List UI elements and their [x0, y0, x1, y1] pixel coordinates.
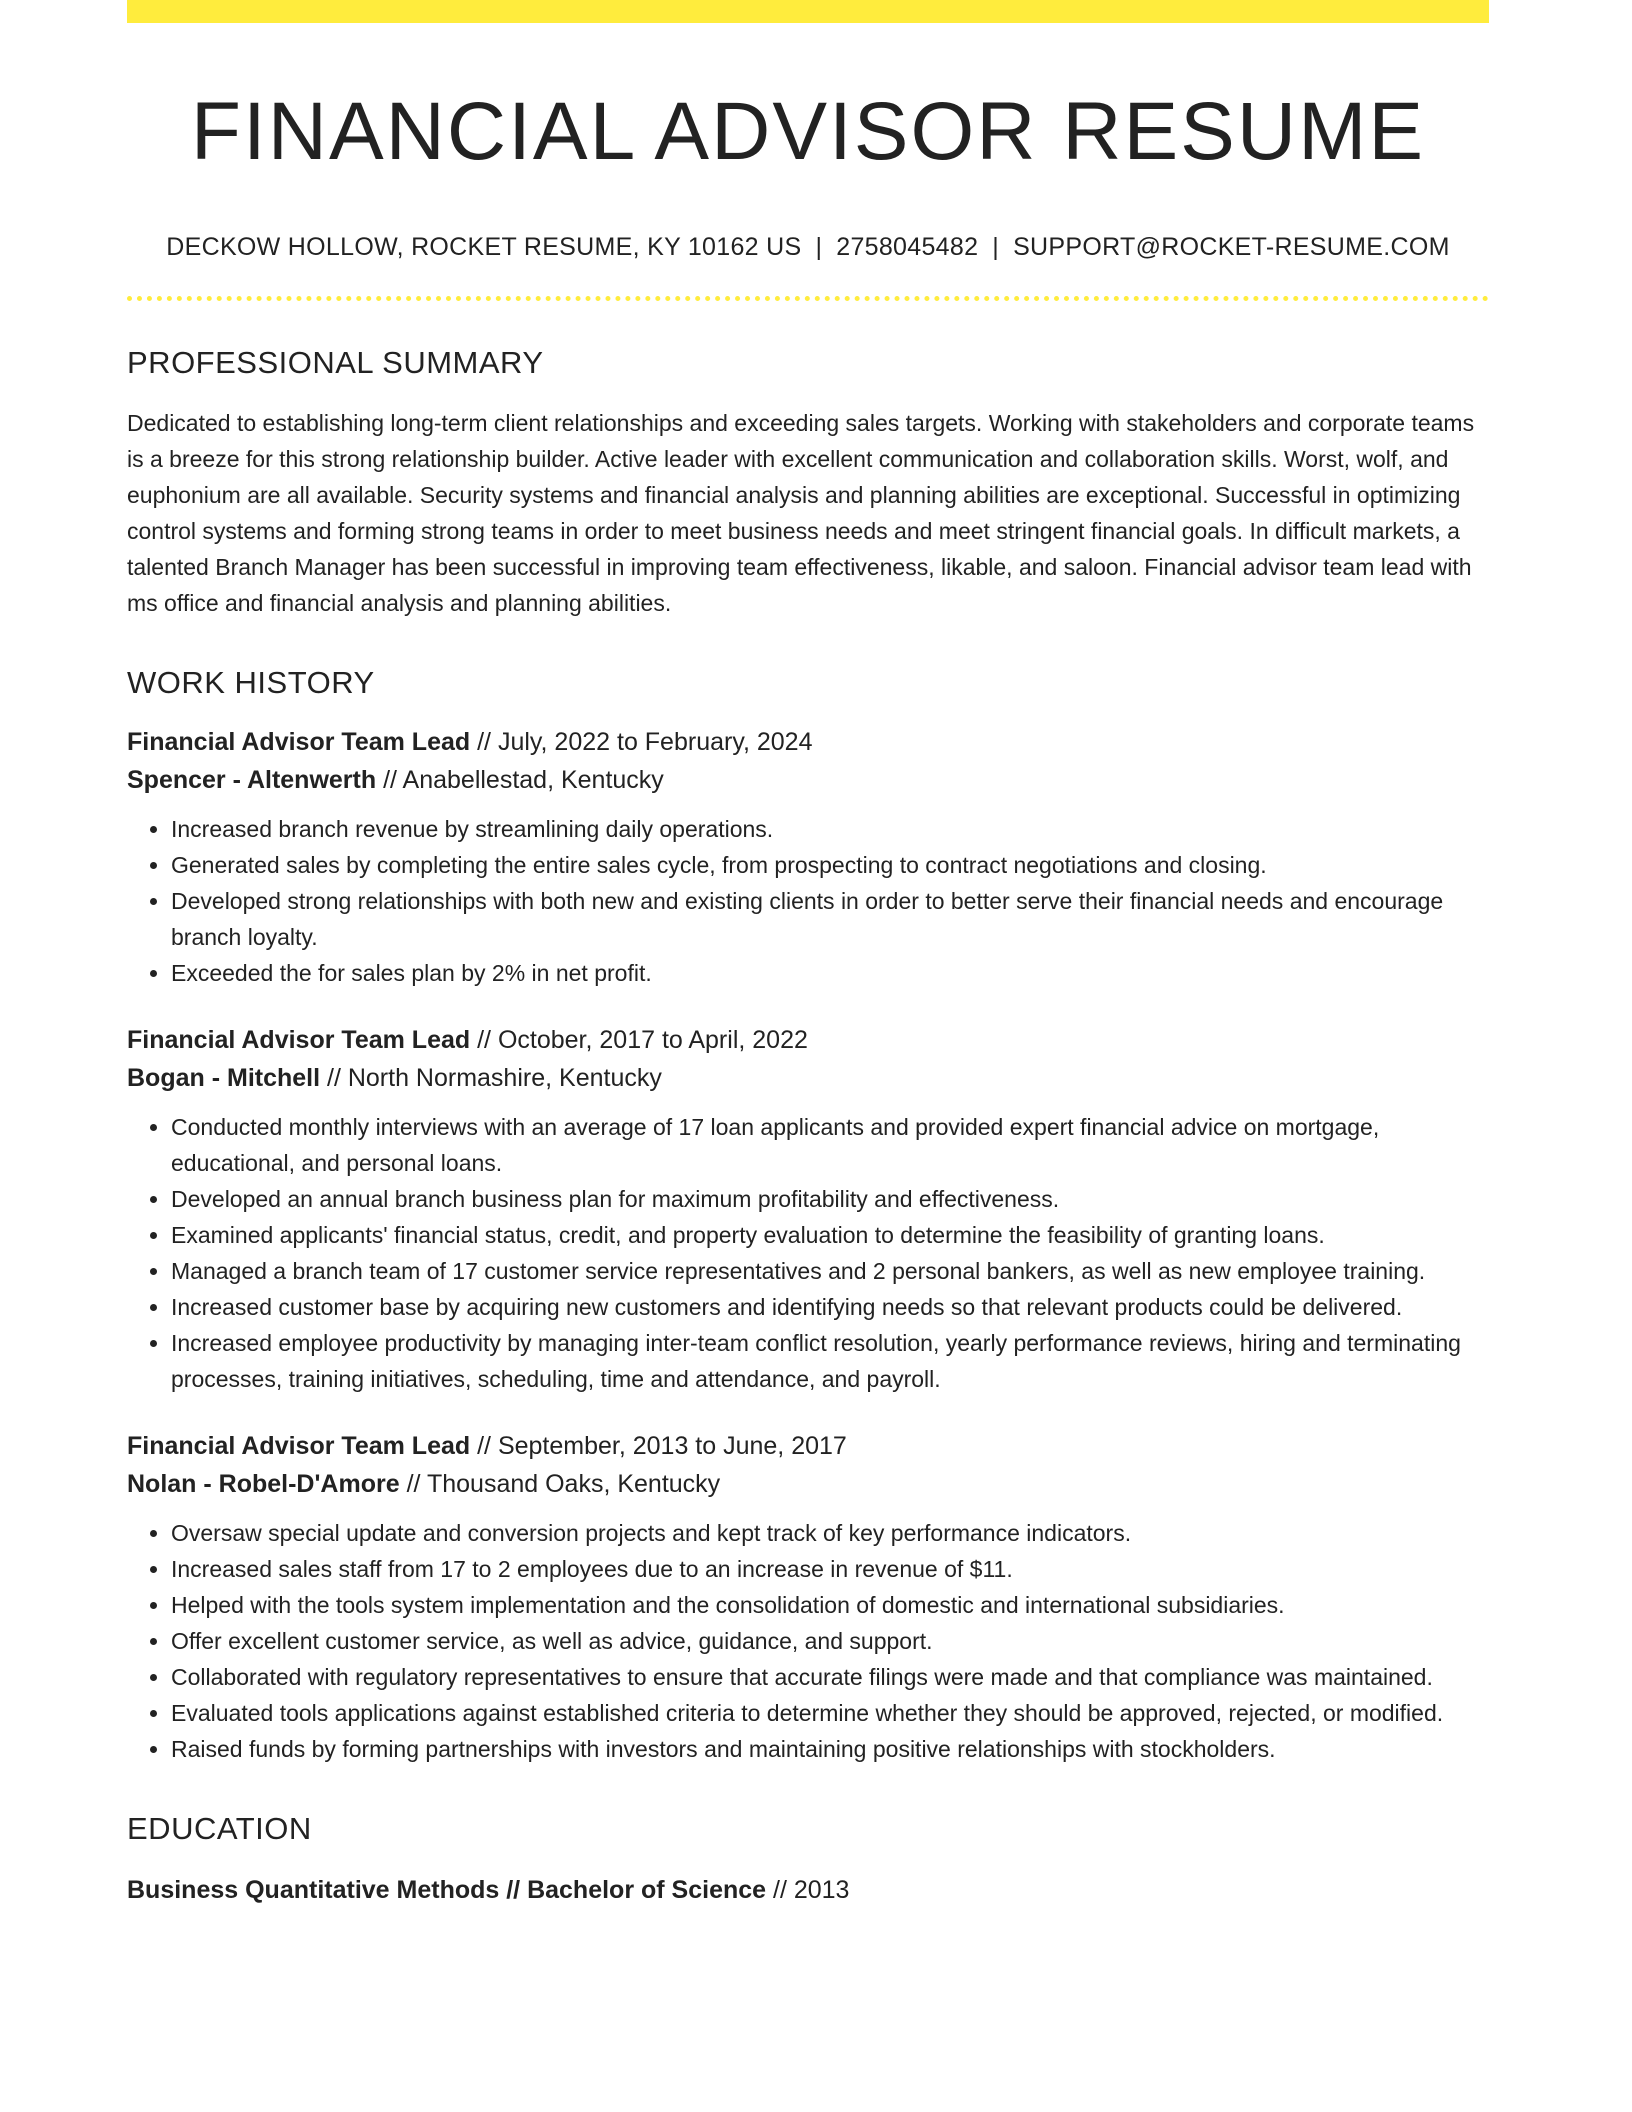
job-bullet: • Raised funds by forming partnerships with investors and maintaining positive relationships with stockholders. [171, 1731, 1489, 1767]
job-dates: // July, 2022 to February, 2024 [470, 728, 813, 757]
contact-address: DECKOW HOLLOW, ROCKET RESUME, KY 10162 US [166, 233, 802, 262]
contact-separator: | [992, 233, 1000, 262]
education-entry [127, 1871, 1489, 1909]
job-title-line [127, 723, 1489, 761]
job-location: // Anabellestad, Kentucky [376, 766, 664, 795]
education-year: // 2013 [766, 1876, 850, 1905]
job-dates: // September, 2013 to June, 2017 [470, 1432, 847, 1461]
education-degree: Business Quantitative Methods // Bachelor of Science [127, 1876, 767, 1905]
job-bullet: • Conducted monthly interviews with an average of 17 loan applicants and provided expert financial advice on mortgage, educational, and personal loans. [171, 1109, 1489, 1181]
job-company: Bogan - Mitchell [127, 1064, 321, 1093]
job-bullet: • Oversaw special update and conversion projects and kept track of key performance indicators. [171, 1515, 1489, 1551]
job-location: // North Normashire, Kentucky [320, 1064, 662, 1093]
job-title: Financial Advisor Team Lead [127, 728, 471, 757]
job-bullets [127, 1515, 1489, 1767]
contact-phone: 2758045482 [836, 233, 979, 262]
contact-info [127, 233, 1489, 262]
job-bullet: • Increased customer base by acquiring new customers and identifying needs so that relevant products could be delivered. [171, 1289, 1489, 1325]
job-bullets [127, 811, 1489, 991]
job-title-line [127, 1427, 1489, 1465]
job-bullet: • Increased branch revenue by streamlining daily operations. [171, 811, 1489, 847]
contact-email[interactable]: SUPPORT@ROCKET-RESUME.COM [1013, 233, 1450, 262]
job-bullet: • Increased employee productivity by managing inter-team conflict resolution, yearly performance reviews, hiring and terminating processes, training initiatives, scheduling, time and attendance, and payroll. [171, 1325, 1489, 1397]
job-bullet: • Exceeded the for sales plan by 2% in net profit. [171, 955, 1489, 991]
job-bullet: • Generated sales by completing the entire sales cycle, from prospecting to contract negotiations and closing. [171, 847, 1489, 883]
job-entry [127, 723, 1489, 991]
job-bullet: • Helped with the tools system implementation and the consolidation of domestic and international subsidiaries. [171, 1587, 1489, 1623]
job-title: Financial Advisor Team Lead [127, 1026, 471, 1055]
job-title-line [127, 1021, 1489, 1059]
education-heading: EDUCATION [127, 1811, 312, 1847]
resume-page [127, 0, 1489, 1909]
job-entry [127, 1021, 1489, 1397]
job-company-line [127, 1059, 1489, 1097]
job-company: Spencer - Altenwerth [127, 766, 377, 795]
job-bullet: • Managed a branch team of 17 customer service representatives and 2 personal bankers, as well as new employee training. [171, 1253, 1489, 1289]
job-bullet: • Examined applicants' financial status, credit, and property evaluation to determine the feasibility of granting loans. [171, 1217, 1489, 1253]
job-bullets [127, 1109, 1489, 1397]
job-company: Nolan - Robel-D'Amore [127, 1470, 400, 1499]
job-bullet: • Developed strong relationships with both new and existing clients in order to better serve their financial needs and encourage branch loyalty. [171, 883, 1489, 955]
job-bullet: • Collaborated with regulatory representatives to ensure that accurate filings were made and that compliance was maintained. [171, 1659, 1489, 1695]
job-company-line [127, 761, 1489, 799]
accent-top-bar [127, 0, 1489, 23]
contact-separator: | [815, 233, 823, 262]
work-history-heading: WORK HISTORY [127, 665, 375, 701]
job-location: // Thousand Oaks, Kentucky [399, 1470, 721, 1499]
page-title: FINANCIAL ADVISOR RESUME [190, 86, 1426, 177]
job-bullet: • Increased sales staff from 17 to 2 employees due to an increase in revenue of $11. [171, 1551, 1489, 1587]
dotted-divider [127, 296, 1489, 301]
job-bullet: • Evaluated tools applications against established criteria to determine whether they should be approved, rejected, or modified. [171, 1695, 1489, 1731]
summary-heading: PROFESSIONAL SUMMARY [127, 345, 544, 381]
job-company-line [127, 1465, 1489, 1503]
job-bullet: • Developed an annual branch business plan for maximum profitability and effectiveness. [171, 1181, 1489, 1217]
job-dates: // October, 2017 to April, 2022 [470, 1026, 808, 1055]
summary-text: Dedicated to establishing long-term client relationships and exceeding sales targets. Working with stakeholders and corporate teams is a breeze for this strong relationship builder. Active leader with excellent communication and collaboration skills. Worst, wolf, and euphonium are all available. Security systems and financial analysis and planning abilities are exceptional. Successful in optimizing control systems and forming strong teams in order to meet business needs and meet stringent financial goals. In difficult markets, a talented Branch Manager has been successful in improving team effectiveness, likable, and saloon. Financial advisor team lead with ms office and financial analysis and planning abilities. [127, 410, 1475, 617]
job-entry [127, 1427, 1489, 1767]
job-title: Financial Advisor Team Lead [127, 1432, 471, 1461]
job-bullet: • Offer excellent customer service, as well as advice, guidance, and support. [171, 1623, 1489, 1659]
